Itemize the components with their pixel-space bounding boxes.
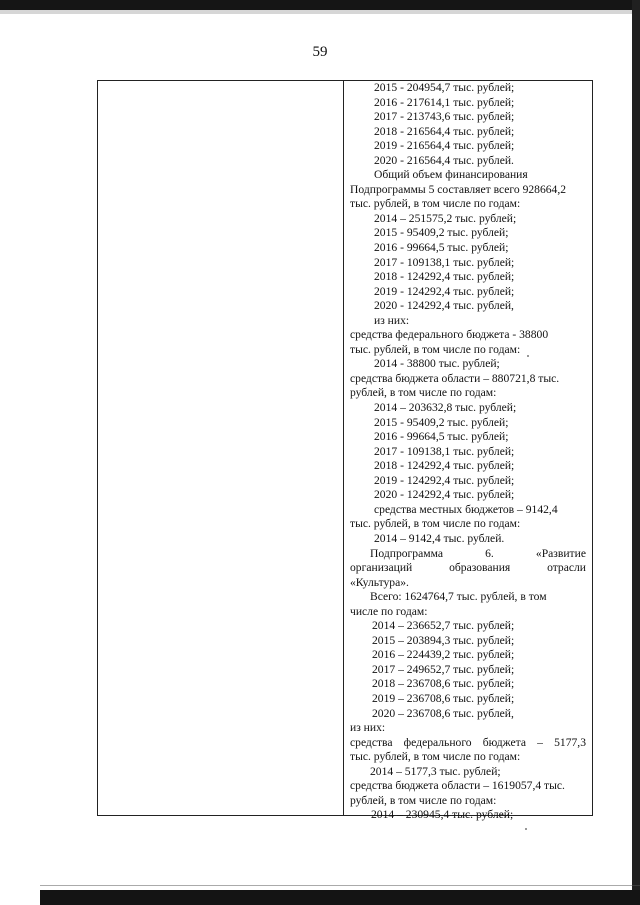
scan-speck [527, 355, 529, 357]
text-line: средства федерального бюджета - 38800 [350, 328, 549, 342]
scan-border-bottom-shadow [40, 885, 640, 886]
scan-speck [525, 828, 527, 830]
text-line: 2016 - 99664,5 тыс. рублей; [374, 430, 509, 444]
text-line: 2015 - 95409,2 тыс. рублей; [374, 226, 509, 240]
justified-line [350, 561, 586, 576]
text-word: 6. [485, 546, 494, 560]
text-line: числе по годам: [350, 604, 428, 618]
text-line: тыс. рублей, в том числе по годам: [350, 197, 521, 211]
scan-border-top [0, 0, 640, 10]
text-word: Подпрограмма [370, 546, 443, 560]
text-word: отрасли [547, 561, 586, 575]
text-line: средства бюджета области – 1619057,4 тыс. [350, 779, 565, 793]
page-number: 59 [312, 44, 328, 60]
text-line: тыс. рублей, в том числе по годам: [350, 750, 521, 764]
text-line: 2017 - 109138,1 тыс. рублей; [374, 255, 515, 269]
scan-border-top-shadow [0, 10, 640, 14]
text-line: 2020 - 124292,4 тыс. рублей; [374, 488, 515, 502]
text-line: 2018 - 124292,4 тыс. рублей; [374, 459, 515, 473]
text-word: организаций [350, 561, 413, 575]
text-word: 5177,3 [554, 735, 586, 749]
text-line: «Культура». [350, 575, 409, 589]
text-line: 2020 - 124292,4 тыс. рублей, [374, 299, 514, 313]
text-line: 2019 – 236708,6 тыс. рублей; [372, 691, 515, 705]
text-line: 2020 – 236708,6 тыс. рублей, [372, 706, 514, 720]
text-line: 2015 - 95409,2 тыс. рублей; [374, 415, 509, 429]
text-line: 2014 – 5177,3 тыс. рублей; [370, 764, 501, 778]
text-line: 2014 – 251575,2 тыс. рублей; [374, 211, 517, 225]
text-line: 2019 - 124292,4 тыс. рублей; [374, 284, 515, 298]
text-line: 2018 - 124292,4 тыс. рублей; [374, 270, 515, 284]
financing-text-column [350, 81, 586, 823]
text-word: бюджета [482, 735, 526, 749]
text-line: средства местных бюджетов – 9142,4 [374, 502, 558, 516]
text-line: 2014 – 203632,8 тыс. рублей; [374, 401, 517, 415]
text-word: средства [350, 735, 393, 749]
text-line: тыс. рублей, в том числе по годам: [350, 342, 521, 356]
text-word: «Развитие [535, 546, 586, 560]
text-line: 2014 - 38800 тыс. рублей; [374, 357, 500, 371]
text-line: 2015 - 204954,7 тыс. рублей; [374, 81, 515, 94]
justified-line [350, 547, 586, 562]
text-line: 2014 – 9142,4 тыс. рублей. [374, 531, 505, 545]
text-line: 2016 - 217614,1 тыс. рублей; [374, 95, 515, 109]
text-line: 2017 - 213743,6 тыс. рублей; [374, 110, 515, 124]
text-line: 2016 - 99664,5 тыс. рублей; [374, 241, 509, 255]
justified-line [350, 736, 586, 751]
text-line: Всего: 1624764,7 тыс. рублей, в том [370, 590, 547, 604]
text-line: тыс. рублей, в том числе по годам: [350, 517, 521, 531]
text-line: 2015 – 203894,3 тыс. рублей; [372, 633, 515, 647]
text-line: средства бюджета области – 880721,8 тыс. [350, 371, 560, 385]
text-line: 2016 – 224439,2 тыс. рублей; [372, 648, 515, 662]
text-line: Подпрограммы 5 составляет всего 928664,2 [350, 182, 567, 196]
text-line: рублей, в том числе по годам: [350, 793, 497, 807]
text-line: 2017 - 109138,1 тыс. рублей; [374, 444, 515, 458]
text-line: Общий объем финансирования [374, 168, 528, 182]
text-word: федерального [403, 735, 472, 749]
text-line: 2020 - 216564,4 тыс. рублей. [374, 153, 514, 167]
text-line: 2014 – 230945,4 тыс. рублей; [371, 808, 514, 822]
text-line: из них: [350, 721, 386, 735]
scan-border-bottom [40, 890, 640, 905]
text-line: из них: [374, 313, 410, 327]
text-line: 2018 - 216564,4 тыс. рублей; [374, 124, 515, 138]
text-line: рублей, в том числе по годам: [350, 386, 497, 400]
text-word: образования [449, 561, 511, 575]
text-word: – [537, 735, 543, 749]
text-line: 2019 - 216564,4 тыс. рублей; [374, 139, 515, 153]
text-line: 2017 – 249652,7 тыс. рублей; [372, 662, 515, 676]
text-line: 2019 - 124292,4 тыс. рублей; [374, 473, 515, 487]
text-line: 2014 – 236652,7 тыс. рублей; [372, 619, 515, 633]
text-line: 2018 – 236708,6 тыс. рублей; [372, 677, 515, 691]
scan-border-right [632, 0, 640, 905]
table-column-divider [343, 80, 344, 816]
